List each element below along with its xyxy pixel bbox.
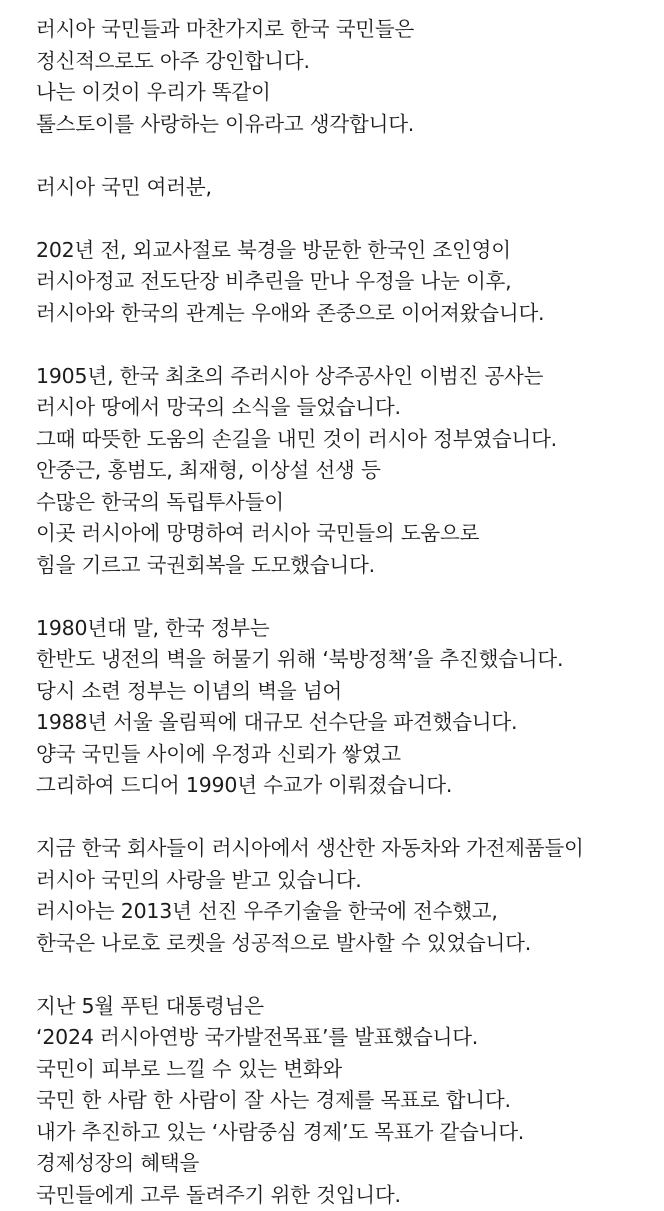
text-line: 러시아는 2013년 선진 우주기술을 한국에 전수했고,	[36, 896, 656, 928]
text-line: 수많은 한국의 독립투사들이	[36, 487, 656, 519]
text-line: 러시아 국민의 사랑을 받고 있습니다.	[36, 865, 656, 897]
text-line: 힘을 기르고 국권회복을 도모했습니다.	[36, 550, 656, 582]
text-line: 지금 한국 회사들이 러시아에서 생산한 자동차와 가전제품들이	[36, 833, 656, 865]
text-line: 러시아 국민 여러분,	[36, 172, 656, 204]
text-line: 그때 따뜻한 도움의 손길을 내민 것이 러시아 정부였습니다.	[36, 424, 656, 456]
text-line: 안중근, 홍범도, 최재형, 이상설 선생 등	[36, 455, 656, 487]
paragraph-4	[36, 361, 656, 582]
text-line: 러시아정교 전도단장 비추린을 만나 우정을 나눈 이후,	[36, 266, 656, 298]
text-line: 당시 소련 정부는 이념의 벽을 넘어	[36, 676, 656, 708]
text-line: 지난 5월 푸틴 대통령님은	[36, 991, 656, 1023]
text-line: 국민들에게 고루 돌려주기 위한 것입니다.	[36, 1180, 656, 1211]
text-line: 내가 추진하고 있는 ‘사람중심 경제’도 목표가 같습니다.	[36, 1117, 656, 1149]
text-line: 국민 한 사람 한 사람이 잘 사는 경제를 목표로 합니다.	[36, 1085, 656, 1117]
text-line: 그리하여 드디어 1990년 수교가 이뤄졌습니다.	[36, 770, 656, 802]
text-line: 202년 전, 외교사절로 북경을 방문한 한국인 조인영이	[36, 235, 656, 267]
text-line: 한반도 냉전의 벽을 허물기 위해 ‘북방정책’을 추진했습니다.	[36, 644, 656, 676]
speech-text	[36, 14, 656, 1211]
paragraph-7	[36, 991, 656, 1211]
text-line: 1988년 서울 올림픽에 대규모 선수단을 파견했습니다.	[36, 707, 656, 739]
paragraph-2	[36, 172, 656, 204]
text-line: 이곳 러시아에 망명하여 러시아 국민들의 도움으로	[36, 518, 656, 550]
paragraph-5	[36, 613, 656, 802]
paragraph-6	[36, 833, 656, 959]
text-line: 러시아와 한국의 관계는 우애와 존중으로 이어져왔습니다.	[36, 298, 656, 330]
text-line: 러시아 국민들과 마찬가지로 한국 국민들은	[36, 14, 656, 46]
text-line: 나는 이것이 우리가 똑같이	[36, 77, 656, 109]
paragraph-3	[36, 235, 656, 330]
text-line: 1905년, 한국 최초의 주러시아 상주공사인 이범진 공사는	[36, 361, 656, 393]
text-line: 정신적으로도 아주 강인합니다.	[36, 46, 656, 78]
text-line: 러시아 땅에서 망국의 소식을 들었습니다.	[36, 392, 656, 424]
text-line: 한국은 나로호 로켓을 성공적으로 발사할 수 있었습니다.	[36, 928, 656, 960]
text-line: 경제성장의 혜택을	[36, 1148, 656, 1180]
text-line: ‘2024 러시아연방 국가발전목표’를 발표했습니다.	[36, 1022, 656, 1054]
text-line: 국민이 피부로 느낄 수 있는 변화와	[36, 1054, 656, 1086]
text-line: 양국 국민들 사이에 우정과 신뢰가 쌓였고	[36, 739, 656, 771]
paragraph-1	[36, 14, 656, 140]
text-line: 톨스토이를 사랑하는 이유라고 생각합니다.	[36, 109, 656, 141]
text-line: 1980년대 말, 한국 정부는	[36, 613, 656, 645]
